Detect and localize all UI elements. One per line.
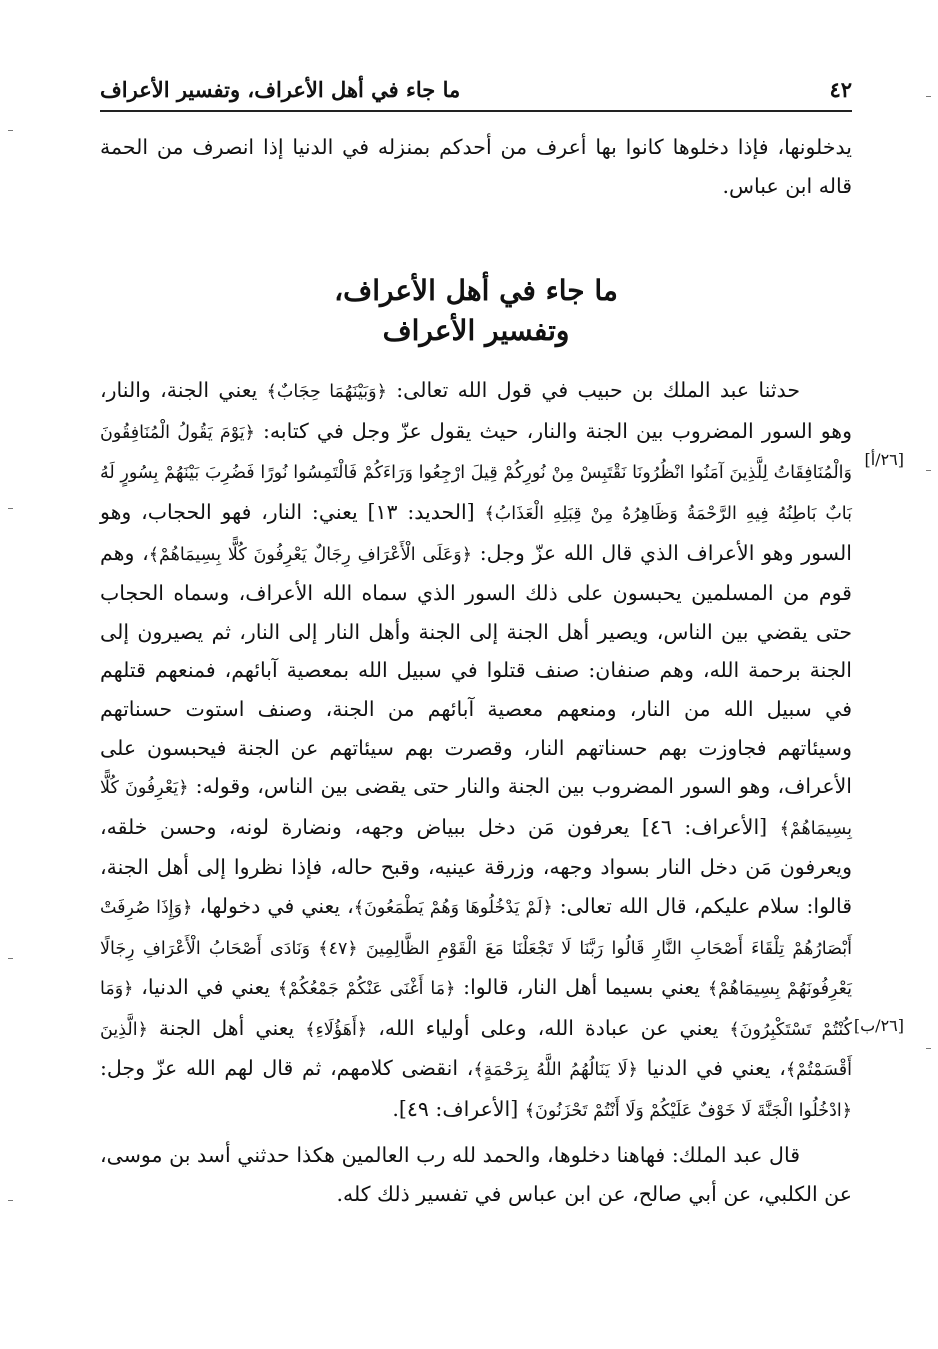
header-rule [100, 110, 852, 112]
scan-mark [8, 130, 13, 131]
text-run: يعني الجنة، والنار، وهو السور المضروب بين الجنة والنار، حيث يقول عزّ وجل في كتابه: [100, 378, 852, 443]
margin-marker-folio-26b: [٢٦/ب] [853, 1016, 904, 1035]
text-run: حدثنا عبد الملك بن حبيب في قول الله تعالى: [386, 378, 800, 403]
text-run: [الحديد: ١٣] يعني: النار، فهو الحجاب، وهو السور وهو الأعراف الذي قال الله عزّ وجل: [100, 499, 852, 565]
page-body [100, 128, 852, 1214]
scan-mark [8, 1200, 13, 1201]
running-title: ما جاء في أهل الأعراف، وتفسير الأعراف [100, 76, 461, 102]
text-run: يعني أهل الجنة [147, 1015, 306, 1040]
text-run: يعني عن عبادة الله، وعلى أولياء الله، [367, 1015, 730, 1040]
closing-paragraph: قال عبد الملك: فهاهنا دخلوها، والحمد لله رب العالمين هكذا حدثني أسد بن موسى، عن الكلبي، عن أبي صالح، عن ابن عباس في تفسير ذلك كله. [100, 1143, 852, 1207]
quran-quote: ﴿الَّذِينَ أَقْسَمْتُمْ﴾ [100, 1019, 853, 1081]
quran-quote: ﴿وَعَلَى الْأَعْرَافِ رِجَالٌ يَعْرِفُونَ كُلًّا بِسِيمَاهُمْ﴾ [148, 544, 472, 565]
scan-mark [926, 1048, 931, 1049]
text-run: يعني في الدنيا، [133, 975, 278, 1000]
text-run: ، يعني في الدنيا [637, 1056, 786, 1081]
page-number: ٤٢ [829, 76, 852, 102]
quran-quote: ﴿يَعْرِفُونَ كُلًّا بِسِيمَاهُمْ﴾ [100, 778, 852, 839]
quran-quote: ﴿وَإِذَا صُرِفَتْ أَبْصَارُهُمْ تِلْقَاءَ أَصْحَابِ النَّارِ قَالُوا رَبَّنَا لَا تَجْعَلْنَا مَعَ الْقَوْمِ الظَّالِمِينَ ﴿٤٧﴾ وَنَادَى أَصْحَابُ الْأَعْرَافِ رِجَالًا يَعْرِفُونَهُمْ بِسِيمَاهُمْ﴾ [100, 897, 852, 1000]
text-run: ، انقضى كلامهم، ثم قال لهم الله عزّ وجل: [100, 1056, 474, 1081]
quran-quote: ﴿أَهَؤُلَاءِ﴾ [305, 1019, 368, 1040]
section-title-line-1: ما جاء في أهل الأعراف، [334, 274, 618, 308]
text-run: ، وهم قوم من المسلمين يحبسون على ذلك السور الذي سماه الله الأعراف، وسماه الحجاب حتى يقضي بين الناس، ويصير أهل الجنة إلى الجنة وأهل النار إلى النار، ثم يصيرون إلى الجنة برحمة الله، وهم صنفان: صنف قتلوا في سبيل الله بمعصية آبائهم، فمنعهم قتلهم في سبيل الله من النار، ومنعهم معصية آبائهم من الجنة، وصنف استوت حسناتهم وسيئاتهم فجاوزت بهم حسناتهم النار، وقصرت بهم سيئاتهم عن الجنة فيحبسون على الأعراف، وهو السور المضروب بين الجنة والنار حتى يقضى بين الناس، وقوله: [100, 540, 852, 799]
quran-quote: ﴿لَمْ يَدْخُلُوهَا وَهُمْ يَطْمَعُونَ﴾ [353, 897, 553, 918]
main-paragraph [100, 371, 852, 1130]
quran-quote: ﴿وَمَا كُنْتُمْ تَسْتَكْبِرُونَ﴾ [100, 979, 852, 1040]
text-run: [الأعراف: ٤٦] يعرفون مَن دخل ببياض وجهه، ونضارة لونه، وحسن خلقه، ويعرفون مَن دخل النار بسواد وجهه، وزرقة عينيه، وقبح حاله، فإذا نظروا إلى أهل الجنة، قالوا: سلام عليكم، قال الله تعالى: [100, 814, 852, 918]
scan-mark [926, 470, 931, 471]
text-run: ، يعني في دخولها، [192, 893, 354, 918]
scan-mark [8, 958, 13, 959]
section-title-line-2: وتفسير الأعراف [382, 314, 570, 348]
text-run: يعني بسيما أهل النار، قالوا: [455, 975, 708, 1000]
quran-quote: ﴿لَا يَنَالُهُمُ اللَّهُ بِرَحْمَةٍ﴾ [473, 1060, 638, 1081]
quran-quote: ﴿يَوْمَ يَقُولُ الْمُنَافِقُونَ وَالْمُنَافِقَاتُ لِلَّذِينَ آمَنُوا انْظُرُونَا نَقْتَبِسْ مِنْ نُورِكُمْ قِيلَ ارْجِعُوا وَرَاءَكُمْ فَالْتَمِسُوا نُورًا فَضُرِبَ بَيْنَهُمْ بِسُورٍ لَهُ بَابٌ بَاطِنُهُ فِيهِ الرَّحْمَةُ وَظَاهِرُهُ مِنْ قِبَلِهِ الْعَذَابُ﴾ [100, 422, 852, 524]
quran-quote: ﴿ادْخُلُوا الْجَنَّةَ لَا خَوْفٌ عَلَيْكُمْ وَلَا أَنْتُمْ تَحْزَنُونَ﴾ [524, 1100, 852, 1121]
section-title [100, 271, 852, 351]
scan-mark [926, 96, 931, 97]
intro-paragraph: يدخلونها، فإذا دخلوها كانوا بها أعرف من أحدكم بمنزله في الدنيا إذا انصرف من الحمة قاله ابن عباس. [100, 135, 852, 198]
quran-quote: ﴿مَا أَغْنَى عَنْكُمْ جَمْعُكُمْ﴾ [277, 979, 456, 1000]
page-header [100, 72, 852, 106]
scan-mark [8, 508, 13, 509]
text-run: [الأعراف: ٤٩]. [392, 1096, 525, 1121]
margin-marker-folio-26a: [٢٦/أ] [864, 450, 904, 469]
quran-quote: ﴿وَبَيْنَهُمَا حِجَابٌ﴾ [266, 382, 387, 403]
